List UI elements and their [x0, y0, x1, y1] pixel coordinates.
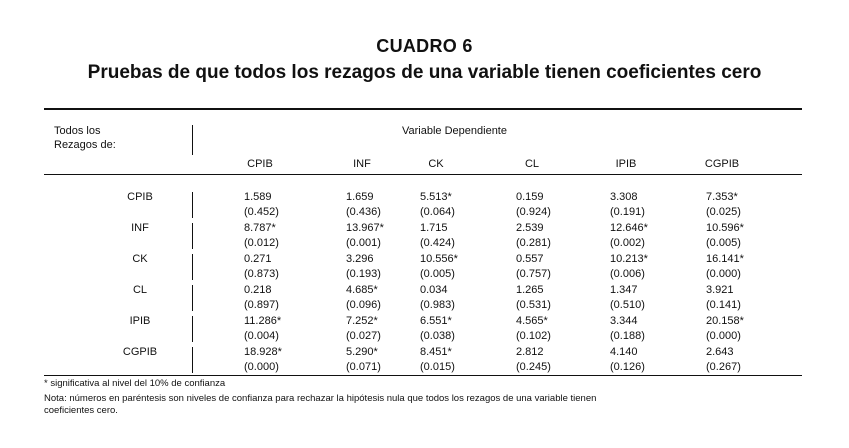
footnote-note: Nota: números en paréntesis son niveles de confianza para rechazar la hipótesis nula que todos los rezagos de una variable tienen [44, 393, 597, 404]
table-cell-value: 0.159 [516, 191, 544, 203]
table-cell-value: 0.034 [420, 284, 448, 296]
table-cell-value: 1.347 [610, 284, 638, 296]
table-cell-value: 2.812 [516, 346, 544, 358]
table-cell-value: 4.140 [610, 346, 638, 358]
table-cell-pvalue: (0.006) [610, 268, 645, 280]
table-cell-value: 1.715 [420, 222, 448, 234]
table-cell-value: 5.290* [346, 346, 378, 358]
table-cell-pvalue: (0.096) [346, 299, 381, 311]
table-cell-pvalue: (0.193) [346, 268, 381, 280]
table-cell-pvalue: (0.000) [244, 361, 279, 373]
table-subtitle: Pruebas de que todos los rezagos de una variable tienen coeficientes cero [87, 62, 762, 83]
table-cell-value: 3.344 [610, 315, 638, 327]
table-cell-pvalue: (0.025) [706, 206, 741, 218]
row-separator [192, 192, 193, 218]
row-label: CK [132, 253, 148, 265]
table-cell-value: 18.928* [244, 346, 282, 358]
footnote-note-continued: coeficientes cero. [44, 405, 118, 416]
table-cell-value: 8.787* [244, 222, 276, 234]
table-cell-value: 8.451* [420, 346, 452, 358]
row-label: INF [131, 222, 149, 234]
header-left-line2: Rezagos de: [54, 139, 116, 151]
table-cell-value: 6.551* [420, 315, 452, 327]
table-cell-pvalue: (0.005) [706, 237, 741, 249]
table-cell-pvalue: (0.064) [420, 206, 455, 218]
table-cell-value: 20.158* [706, 315, 744, 327]
table-cell-pvalue: (0.102) [516, 330, 551, 342]
table-cell-value: 3.308 [610, 191, 638, 203]
row-separator [192, 347, 193, 373]
table-cell-pvalue: (0.424) [420, 237, 455, 249]
table-cell-value: 1.659 [346, 191, 374, 203]
table-cell-pvalue: (0.924) [516, 206, 551, 218]
table-cell-value: 4.565* [516, 315, 548, 327]
table-cell-value: 4.685* [346, 284, 378, 296]
row-separator [192, 316, 193, 342]
table-cell-value: 0.271 [244, 253, 272, 265]
table-cell-pvalue: (0.452) [244, 206, 279, 218]
table-cell-value: 16.141* [706, 253, 744, 265]
row-label: CGPIB [122, 346, 158, 358]
table-cell-pvalue: (0.071) [346, 361, 381, 373]
table-cell-value: 11.286* [244, 315, 282, 327]
table-cell-value: 3.921 [706, 284, 734, 296]
header-rule [44, 174, 802, 175]
column-header: CL [524, 158, 540, 170]
table-cell-pvalue: (0.027) [346, 330, 381, 342]
table-cell-value: 3.296 [346, 253, 374, 265]
table-cell-pvalue: (0.281) [516, 237, 551, 249]
table-cell-value: 1.589 [244, 191, 272, 203]
table-cell-pvalue: (0.191) [610, 206, 645, 218]
bottom-rule [44, 375, 802, 376]
table-cell-pvalue: (0.757) [516, 268, 551, 280]
table-cell-value: 0.218 [244, 284, 272, 296]
table-cell-value: 7.252* [346, 315, 378, 327]
row-separator [192, 254, 193, 280]
header-group-label: Variable Dependiente [402, 125, 507, 137]
table-cell-pvalue: (0.000) [706, 330, 741, 342]
table-cell-value: 10.213* [610, 253, 648, 265]
header-left-line1: Todos los [54, 125, 101, 137]
table-cell-pvalue: (0.141) [706, 299, 741, 311]
table-cell-pvalue: (0.897) [244, 299, 279, 311]
column-header: CGPIB [704, 158, 740, 170]
table-cell-value: 10.556* [420, 253, 458, 265]
table-cell-pvalue: (0.002) [610, 237, 645, 249]
header-separator [192, 125, 193, 155]
table-cell-value: 2.539 [516, 222, 544, 234]
table-cell-pvalue: (0.436) [346, 206, 381, 218]
table-cell-pvalue: (0.012) [244, 237, 279, 249]
table-cell-pvalue: (0.000) [706, 268, 741, 280]
table-cell-pvalue: (0.531) [516, 299, 551, 311]
table-cell-pvalue: (0.038) [420, 330, 455, 342]
table-cell-pvalue: (0.126) [610, 361, 645, 373]
table-cell-pvalue: (0.001) [346, 237, 381, 249]
row-label: CL [132, 284, 148, 296]
table-cell-value: 7.353* [706, 191, 738, 203]
row-separator [192, 285, 193, 311]
column-header: CK [428, 158, 444, 170]
column-header: IPIB [615, 158, 637, 170]
column-header: CPIB [247, 158, 273, 170]
table-cell-value: 13.967* [346, 222, 384, 234]
table-cell-pvalue: (0.983) [420, 299, 455, 311]
table-cell-value: 10.596* [706, 222, 744, 234]
table-title: CUADRO 6 [376, 36, 473, 56]
row-separator [192, 223, 193, 249]
table-cell-value: 12.646* [610, 222, 648, 234]
row-label: CPIB [127, 191, 153, 203]
table-cell-value: 1.265 [516, 284, 544, 296]
table-cell-pvalue: (0.510) [610, 299, 645, 311]
table-cell-pvalue: (0.188) [610, 330, 645, 342]
table-cell-pvalue: (0.015) [420, 361, 455, 373]
footnote-significance: * significativa al nivel del 10% de confianza [44, 378, 226, 389]
row-label: IPIB [129, 315, 151, 327]
column-header: INF [353, 158, 371, 170]
table-cell-value: 5.513* [420, 191, 452, 203]
table-cell-pvalue: (0.267) [706, 361, 741, 373]
table-cell-value: 0.557 [516, 253, 544, 265]
top-rule [44, 108, 802, 110]
table-cell-pvalue: (0.873) [244, 268, 279, 280]
table-cell-pvalue: (0.245) [516, 361, 551, 373]
table-cell-pvalue: (0.005) [420, 268, 455, 280]
table-cell-pvalue: (0.004) [244, 330, 279, 342]
table-cell-value: 2.643 [706, 346, 734, 358]
